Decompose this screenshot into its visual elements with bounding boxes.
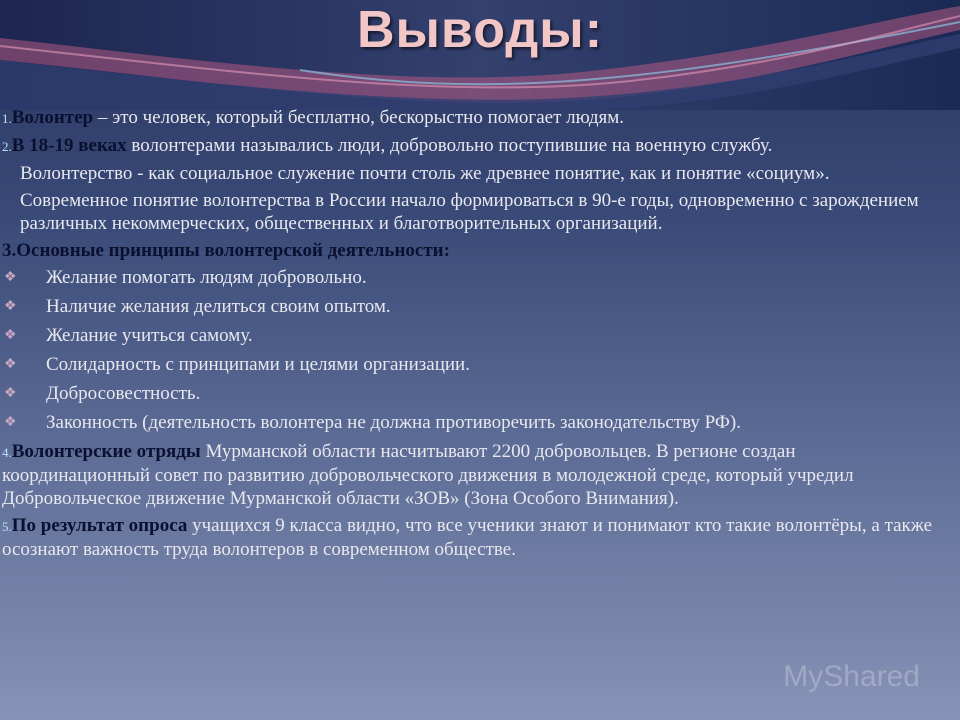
list-item: [2, 411, 946, 434]
paragraph-4-number: 4.: [2, 445, 12, 460]
list-item-text: Наличие желания делиться своим опытом.: [46, 296, 391, 317]
list-item: [2, 266, 946, 289]
paragraph-2-text: волонтерами назывались люди, добровольно поступившие на военную службу.: [126, 135, 773, 156]
paragraph-2b: Волонтерство - как социальное служение почти столь же древнее понятие, как и понятие «социум».: [20, 163, 830, 184]
paragraph-5-number: 5.: [2, 519, 12, 534]
list-item-text: Желание помогать людям добровольно.: [46, 267, 367, 288]
watermark: MyShared: [783, 660, 920, 693]
paragraph-4-highlight: Волонтерские отряды: [11, 441, 201, 462]
list-item: [2, 295, 946, 318]
paragraph-1-number: 1.: [2, 111, 12, 126]
paragraph-1-text: – это человек, который бесплатно, бескорыстно помогает людям.: [93, 107, 625, 128]
paragraph-1-highlight: Волонтер: [11, 107, 94, 128]
list-item-text: Солидарность с принципами и целями организации.: [46, 354, 470, 375]
paragraph-2c: Современное понятие волонтерства в России начало формироваться в 90-е годы, одновременно с зарождением различных некоммерческих, общественных и благотворительных организаций.: [20, 190, 919, 234]
paragraph-1: [2, 106, 946, 130]
diamond-bullet-icon: ❖: [4, 270, 17, 285]
paragraph-3-heading: 3.Основные принципы волонтерской деятельности:: [2, 240, 450, 261]
list-item: [2, 353, 946, 376]
paragraph-5-text: учащихся 9 класса видно, что все ученики знают и понимают кто такие волонтёры, а также осознают важность труда волонтеров в современном обществе.: [2, 515, 933, 560]
list-item-text: Добросовестность.: [46, 383, 201, 404]
list-item-text: Законность (деятельность волонтера не должна противоречить законодательству РФ).: [46, 412, 741, 433]
diamond-bullet-icon: ❖: [4, 328, 17, 343]
principles-list: [2, 266, 946, 434]
list-item: [2, 382, 946, 405]
paragraph-2: [2, 134, 946, 158]
list-item: [2, 324, 946, 347]
paragraph-4-text: Мурманской области насчитывают 2200 добровольцев. В регионе создан координационный совет по развитию добровольческого движения в молодежной среде, который учредил Добровольческое движение Мурманской области «ЗОВ» (Зона Особого Внимания).: [2, 441, 854, 509]
diamond-bullet-icon: ❖: [4, 386, 17, 401]
slide-title: Выводы:: [356, 1, 604, 59]
diamond-bullet-icon: ❖: [4, 357, 17, 372]
paragraph-4: [2, 440, 946, 510]
paragraph-2-number: 2.: [2, 139, 12, 154]
slide-content: [2, 106, 946, 565]
diamond-bullet-icon: ❖: [4, 415, 17, 430]
paragraph-2-highlight: В 18-19 веках: [11, 135, 127, 156]
list-item-text: Желание учиться самому.: [46, 325, 253, 346]
paragraph-5: [2, 514, 946, 561]
paragraph-5-highlight: По результат опроса: [11, 515, 188, 536]
diamond-bullet-icon: ❖: [4, 299, 17, 314]
